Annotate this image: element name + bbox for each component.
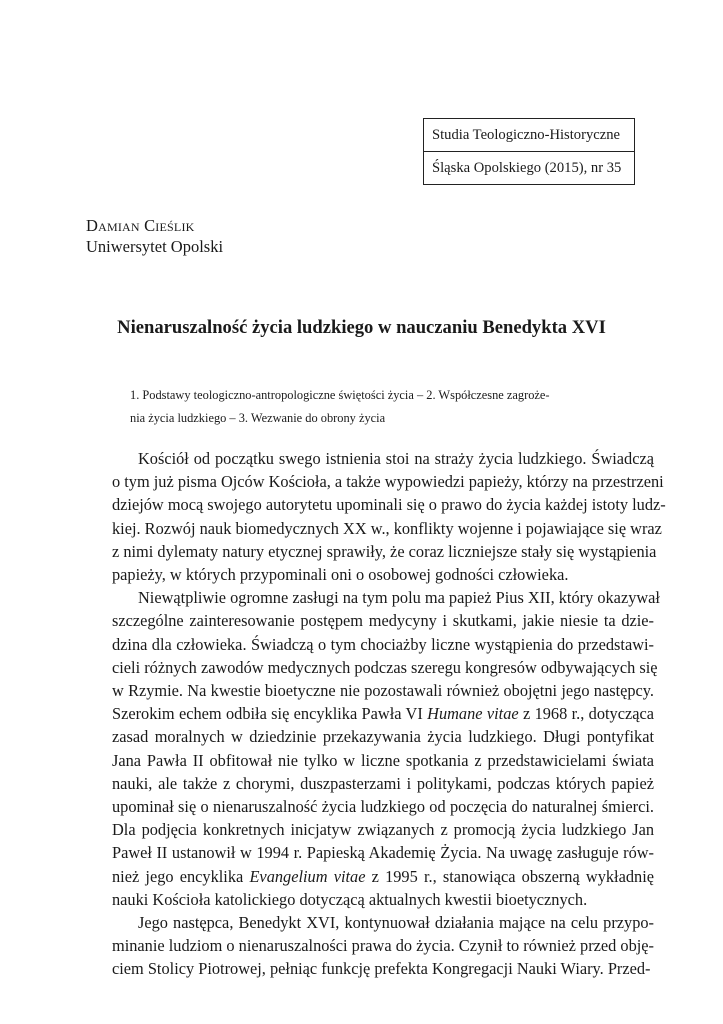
body-line: papieży, w których przypominali oni o osobowej godności człowieka.: [112, 565, 569, 585]
body-line: kiej. Rozwój nauk biomedycznych XX w., konflikty wojenne i pojawiające się wraz: [112, 518, 662, 538]
body-line: ciem Stolicy Piotrowej, pełniąc funkcję prefekta Kongregacji Nauki Wiary. Przed-: [112, 959, 651, 979]
body-line: o tym już pisma Ojców Kościoła, a także wypowiedzi papieży, którzy na przestrzeni: [112, 472, 664, 492]
body-line: Kościół od początku swego istnienia stoi na straży życia ludzkiego. Świadczą: [138, 449, 654, 468]
article-outline: [130, 384, 596, 430]
body-line: szczególne zainteresowanie postępem medycyny i skutkami, jakie niesie ta dzie-: [112, 611, 654, 631]
body-line: dziejów mocą swojego autorytetu upominali się o prawo do życia każdej istoty ludz-: [112, 495, 666, 515]
body-line: upominał się o nienaruszalność życia ludzkiego od poczęcia do naturalnej śmierci.: [112, 797, 654, 817]
body-line: Paweł II ustanowił w 1994 r. Papieską Akademię Życia. Na uwagę zasługuje rów-: [112, 843, 654, 863]
body-line: Jana Pawła II obfitował nie tylko w liczne spotkania z przedstawicielami świata: [112, 750, 654, 770]
article-title: Nienaruszalność życia ludzkiego w nauczaniu Benedykta XVI: [117, 317, 606, 338]
author-name: Damian Cieślik: [86, 216, 195, 235]
body-line: nauki, ale także z chorymi, duszpasterzami i politykami, podczas których papież: [112, 773, 654, 793]
body-line: Niewątpliwie ogromne zasługi na tym polu ma papież Pius XII, który okazywał: [138, 588, 660, 608]
author-affiliation: Uniwersytet Opolski: [86, 237, 224, 256]
body-line: zasad moralnych w dziedzinie przekazywania życia ludzkiego. Długi pontyfikat: [112, 727, 654, 747]
body-line: z nimi dylematy natury etycznej sprawiły, że coraz liczniejsze stały się wystąpienia: [112, 541, 657, 561]
article-body: [86, 447, 666, 981]
body-line: Dla podjęcia konkretnych inicjatyw związanych z promocją życia ludzkiego Jan: [112, 820, 654, 840]
outline-line: 1. Podstawy teologiczno-antropologiczne świętości życia – 2. Współczesne zagroże-: [130, 388, 550, 402]
journal-header-box: [423, 118, 635, 185]
body-line: nauki Kościoła katolickiego dotyczącą aktualnych kwestii bioetycznych.: [112, 889, 588, 909]
body-line: w Rzymie. Na kwestie bioetyczne nie pozostawali również obojętni jego następcy.: [112, 681, 654, 701]
journal-issue: Śląska Opolskiego (2015), nr 35: [432, 160, 622, 176]
body-line: Szerokim echem odbiła się encyklika Pawła VI Humane vitae z 1968 r., dotycząca: [112, 704, 654, 724]
body-line: minanie ludziom o nienaruszalności prawa do życia. Czynił to również przed obję-: [112, 936, 654, 956]
body-line: nież jego encyklika Evangelium vitae z 1995 r., stanowiąca obszerną wykładnię: [112, 866, 654, 886]
body-line: Jego następca, Benedykt XVI, kontynuował działania mające na celu przypo-: [138, 913, 654, 933]
body-paragraph: [86, 586, 660, 911]
body-line: cieli różnych zawodów medycznych podczas szeregu kongresów odbywających się: [112, 657, 658, 677]
body-paragraph: [86, 447, 666, 586]
journal-title: Studia Teologiczno-Historyczne: [424, 119, 634, 152]
body-line: dzina dla człowieka. Świadczą o tym chociażby liczne wystąpienia do przedstawi-: [112, 634, 654, 654]
outline-line: nia życia ludzkiego – 3. Wezwanie do obrony życia: [130, 411, 386, 425]
body-paragraph: [86, 911, 654, 981]
author-block: [86, 215, 223, 257]
